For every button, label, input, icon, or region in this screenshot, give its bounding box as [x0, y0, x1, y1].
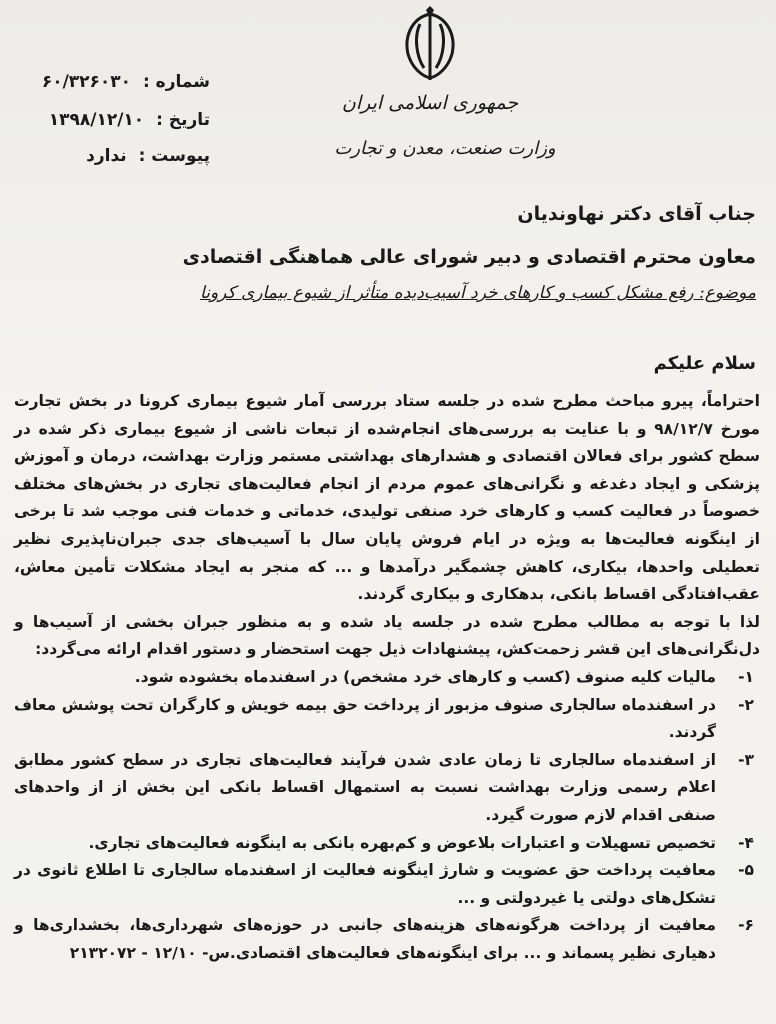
- ministry-name: وزارت صنعت، معدن و تجارت: [334, 138, 556, 159]
- iran-emblem-icon: [390, 6, 470, 86]
- list-item: ۴- تخصیص تسهیلات و اعتبارات بلاعوض و کم‌بهره بانکی به اینگونه فعالیت‌های تجاری.: [88, 833, 754, 852]
- list-item: ۳- از اسفندماه سالجاری تا زمان عادی شدن فرآیند فعالیت‌های تجاری در سطح کشور مطابق اعلام رسمی وزارت بهداشت نسبت به استمهال اقساط بانکی این بخش از از واحدهای صنفی اقدام لازم صورت گیرد.: [14, 750, 754, 824]
- list-item: ۶- معافیت از پرداخت هرگونه‌های هزینه‌های جانبی در حوزه‌های شهرداری‌ها، بخشداری‌ها و دهیاری نظیر پسماند و ... برای اینگونه‌های فعالیت‌های اقتصادی.س- ۱۲/۱۰ - ۲۱۳۲۰۷۲: [14, 916, 754, 962]
- letter-body: [14, 388, 760, 967]
- country-name: جمهوری اسلامی ایران: [341, 92, 519, 114]
- recipient-title: معاون محترم اقتصادی و دبیر شورای عالی هماهنگی اقتصادی: [182, 246, 756, 268]
- list-item: ۵- معافیت پرداخت حق عضویت و شارژ اینگونه فعالیت از اسفندماه سالجاری تا اطلاع ثانوی در تشکل‌های دولتی یا غیردولتی و ...: [14, 861, 754, 907]
- letter-subject: موضوع: رفع مشکل کسب و کارهای خرد آسیب‌دیده متأثر از شیوع بیماری کرونا: [200, 283, 756, 303]
- letter-date: تاریخ : ۱۳۹۸/۱۲/۱۰: [48, 110, 210, 130]
- list-item: ۲- در اسفندماه سالجاری صنوف مزبور از پرداخت حق بیمه خویش و کارگران تحت پوشش معاف گردند.: [14, 695, 754, 742]
- body-paragraph-1: احتراماً، پیرو مباحث مطرح شده در جلسه ستاد بررسی آمار شیوع بیماری کرونا در بخش تجارت مورخ ۹۸/۱۲/۷ و با عنایت به بررسی‌های انجام‌شده از تبعات ناشی از شیوع بیماری ذکر شده در سطح کشور برای فعالان اقتصادی و هشدارهای بهداشتی مستمر وزارت بهداشت، درمان و آموزش پزشکی و ایجاد دغدغه و نگرانی‌های عموم مردم از انجام فعالیت‌های تجاری در بخش‌های مختلف خصوصاً در فعالیت کسب و کارهای خرد صنفی تولیدی، خدماتی و خدمات فنی موجب شد تا برخی از اینگونه فعالیت‌ها به ویژه در ایام فروش پایان سال با آسیب‌های جدی جبران‌ناپذیری نظیر تعطیلی واحدها، بیکاری، کاهش چشمگیر درآمدها و ... که منجر به ایجاد مشکلات تأمین معاش، عقب‌افتادگی اقساط بانکی، بدهکاری و بیکاری گردند.: [14, 392, 760, 604]
- body-paragraph-2: لذا با توجه به مطالب مطرح شده در جلسه یاد شده و به منظور جبران بخشی از آسیب‌ها و دل‌نگرانی‌های این قشر زحمت‌کش، پیشنهادات ذیل جهت استحضار و دستور اقدام ارائه می‌گردد:: [14, 612, 760, 659]
- greeting: سلام علیکم: [653, 353, 756, 374]
- letter-attachment: پیوست : ندارد: [86, 146, 210, 166]
- list-item: ۱- مالیات کلیه صنوف (کسب و کارهای خرد مشخص) در اسفندماه بخشوده شود.: [134, 667, 754, 686]
- letter-number: شماره : ۶۰/۳۲۶۰۳۰: [41, 72, 210, 92]
- recipient-name: جناب آقای دکتر نهاوندیان: [517, 203, 756, 225]
- proposal-list: [14, 664, 760, 968]
